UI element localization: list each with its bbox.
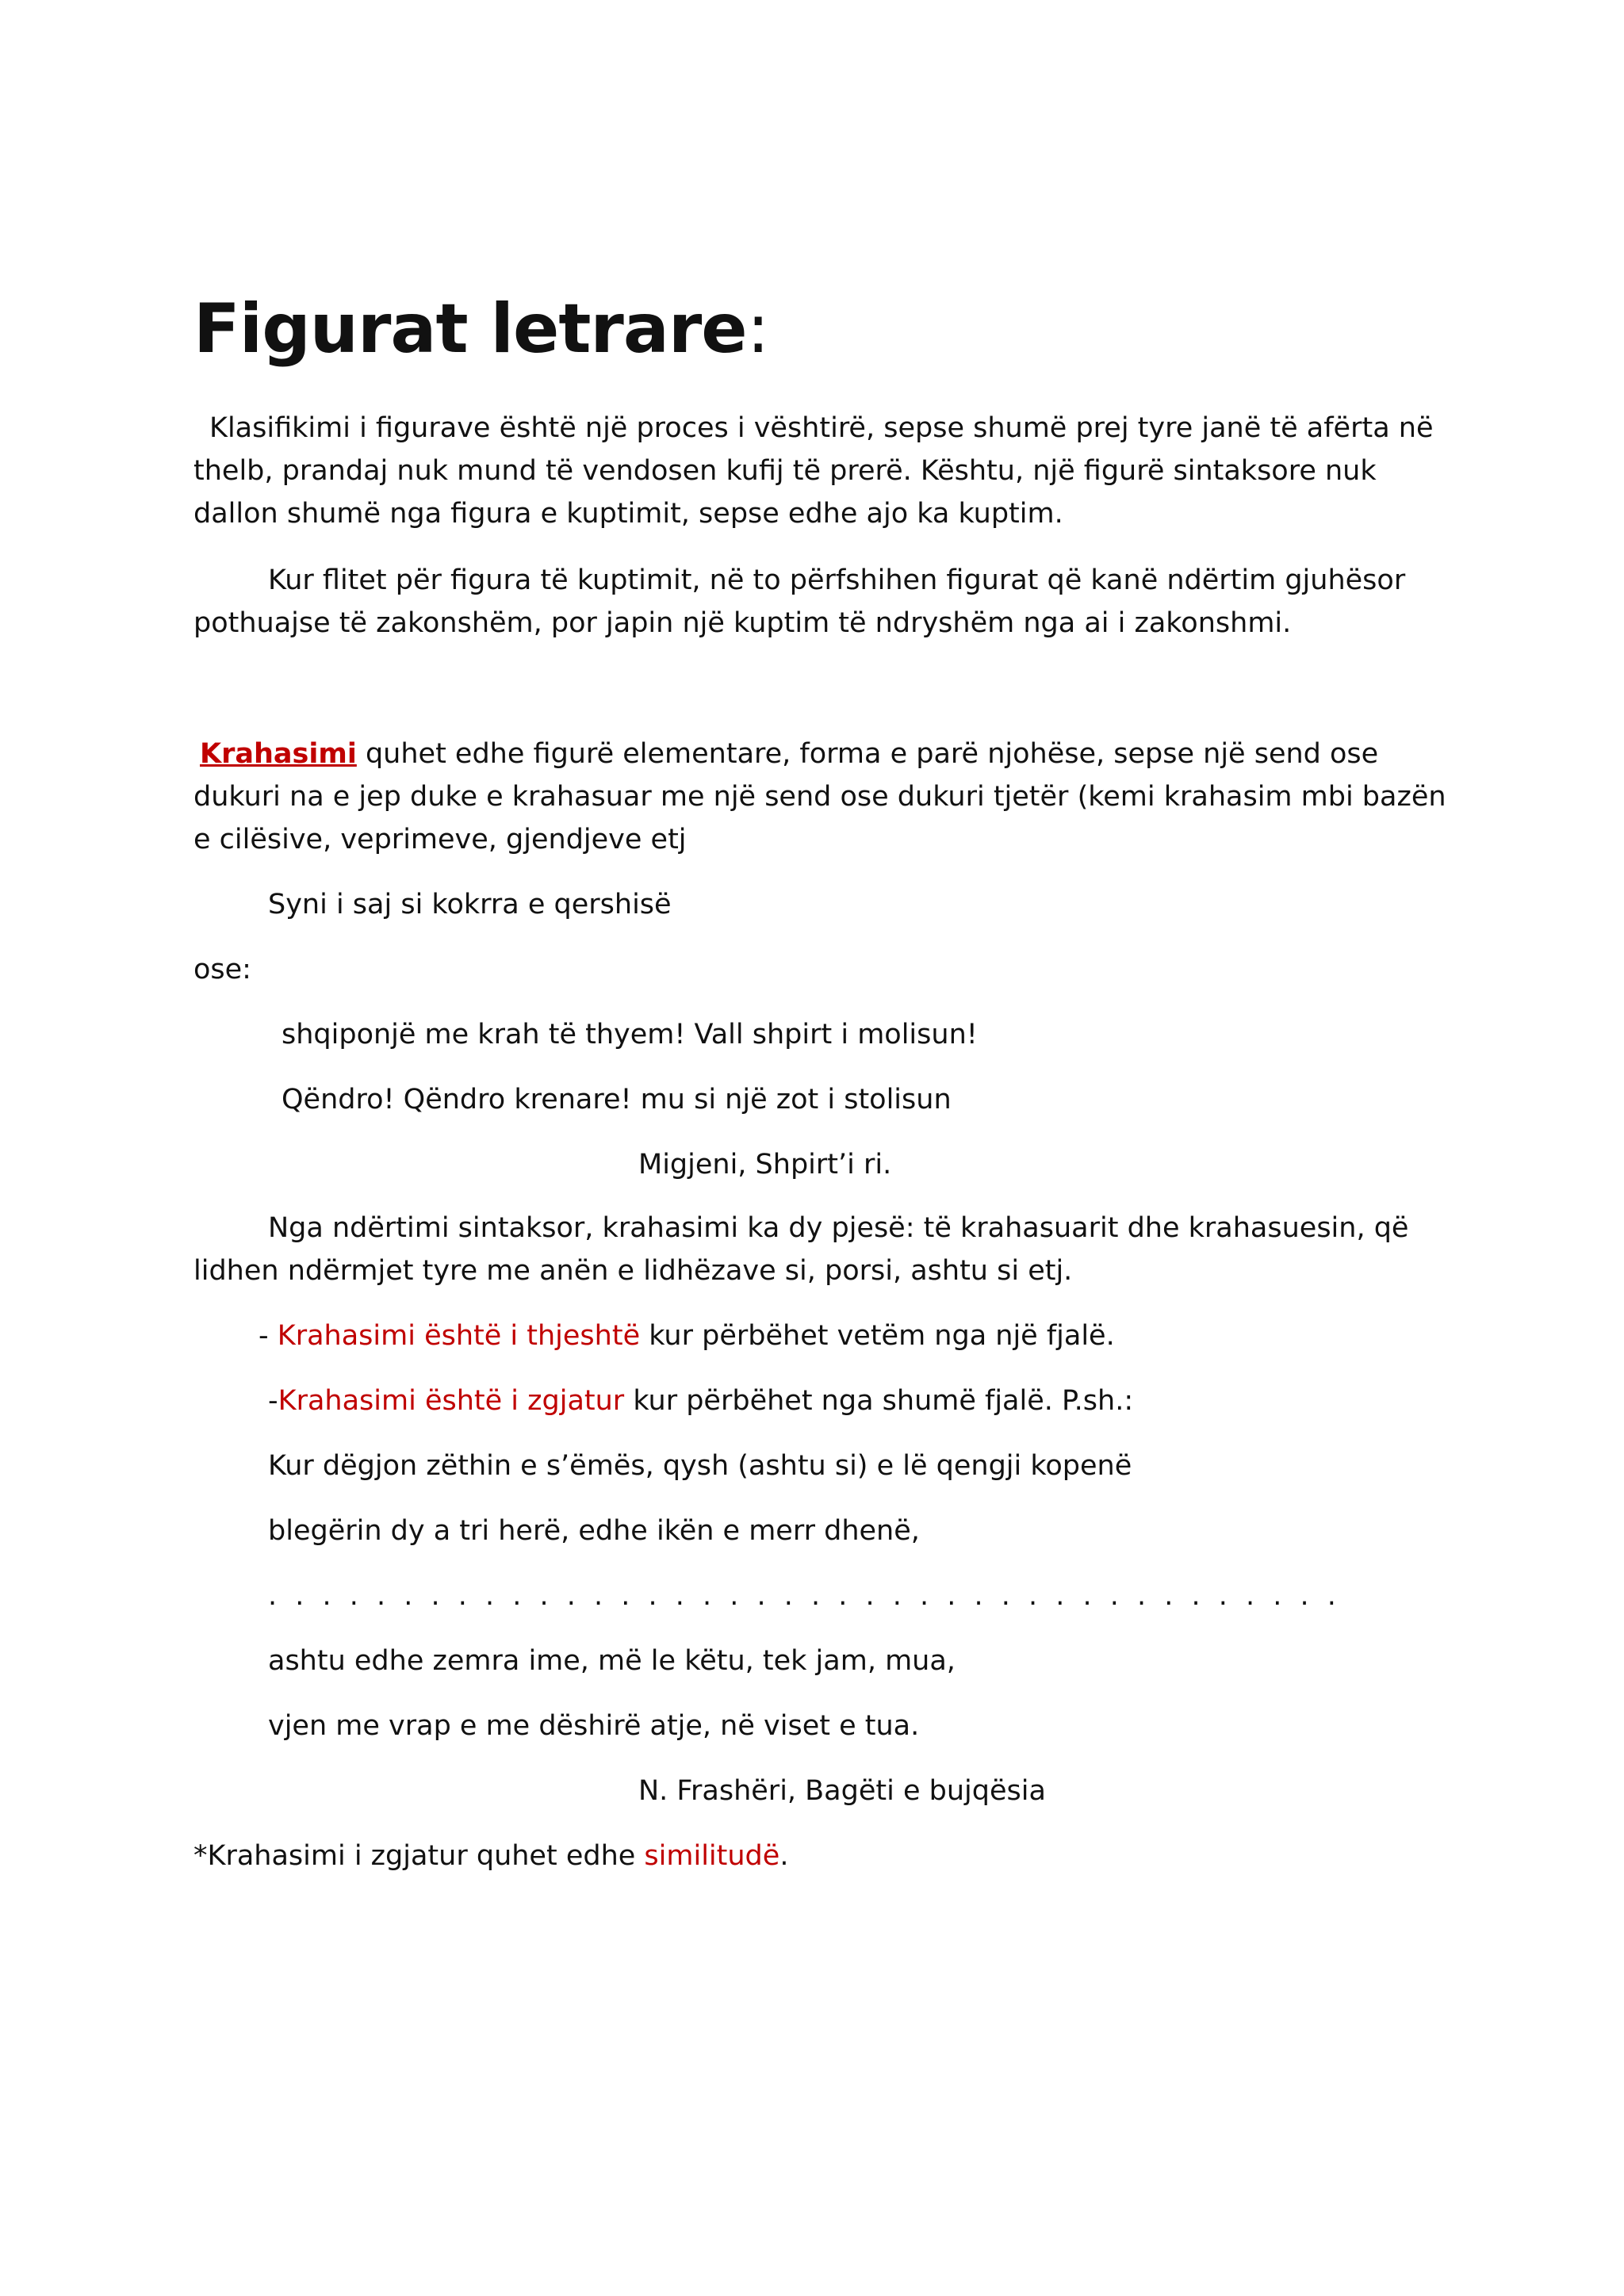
intro-paragraph: Klasifikimi i figurave është një proces i vështirë, sepse shumë prej tyre janë të afërta në thelb, prandaj nuk mund të vendosen kufij të prerë. Kështu, një figurë sintaksore nuk dallon shumë nga figura e kuptimit, sepse edhe ajo ka kuptim. [193, 412, 1434, 530]
title-text: Figurat letrare [193, 289, 747, 369]
list-item-extended-text: kur përbëhet nga shumë fjalë. P.sh.: [624, 1385, 1134, 1417]
footnote-suffix: . [779, 1840, 789, 1872]
footnote-term: similitudë [644, 1840, 780, 1872]
comparison-definition-paragraph [193, 733, 1462, 861]
footnote [193, 1835, 788, 1877]
poem2-line2: blegërin dy a tri herë, edhe ikën e merr dhenë, [268, 1515, 920, 1547]
syntax-paragraph: Nga ndërtimi sintaksor, krahasimi ka dy pjesë: të krahasuarit dhe krahasuesin, që lidhen ndërmjet tyre me anën e lidhëzave si, porsi, ashtu si etj. [193, 1212, 1409, 1287]
poem1-line2: Qëndro! Qëndro krenare! mu si një zot i stolisun [282, 1084, 952, 1115]
footnote-prefix: *Krahasimi i zgjatur quhet edhe [193, 1840, 645, 1872]
list-item-simple [259, 1314, 1115, 1357]
poem2-line1: Kur dëgjon zëthin e s’ëmës, qysh (ashtu si) e lë qengji kopenë [268, 1450, 1132, 1482]
poem2-source: N. Frashëri, Bagëti e bujqësia [638, 1775, 1046, 1807]
list-item-simple-dash: - [259, 1320, 278, 1352]
poem2-line3: ashtu edhe zemra ime, më le këtu, tek jam, mua, [268, 1645, 956, 1677]
page-title [193, 285, 769, 373]
poem1-line1: shqiponjë me krah të thyem! Vall shpirt i molisun! [282, 1019, 978, 1050]
list-item-simple-term: Krahasimi është i thjeshtë [277, 1320, 641, 1352]
comparison-term-link[interactable]: Krahasimi [200, 738, 357, 770]
or-label: ose: [193, 954, 251, 985]
list-item-extended [268, 1380, 1133, 1422]
list-item-simple-text: kur përbëhet vetëm nga një fjalë. [640, 1320, 1115, 1352]
list-item-extended-term: Krahasimi është i zgjatur [278, 1385, 625, 1417]
comparison-definition-text: quhet edhe figurë elementare, forma e parë njohëse, sepse një send ose dukuri na e jep duke e krahasuar me një send ose dukuri tjetër (kemi krahasim mbi bazën e cilësive, veprimeve, gjendjeve etj [193, 738, 1446, 855]
example-line: Syni i saj si kokrra e qershisë [268, 889, 672, 920]
poem1-source: Migjeni, Shpirt’i ri. [638, 1149, 892, 1181]
poem2-ellipsis: . . . . . . . . . . . . . . . . . . . . . . . . . . . . . . . . . . . . . . . . [268, 1580, 1341, 1612]
list-item-extended-dash: - [268, 1385, 278, 1417]
poem2-line4: vjen me vrap e me dëshirë atje, në viset e tua. [268, 1710, 920, 1742]
meaning-figures-paragraph: Kur flitet për figura të kuptimit, në to përfshihen figurat që kanë ndërtim gjuhësor pothuajse të zakonshëm, por japin një kuptim të ndryshëm nga ai i zakonshmi. [193, 564, 1406, 639]
title-colon: : [746, 289, 769, 369]
